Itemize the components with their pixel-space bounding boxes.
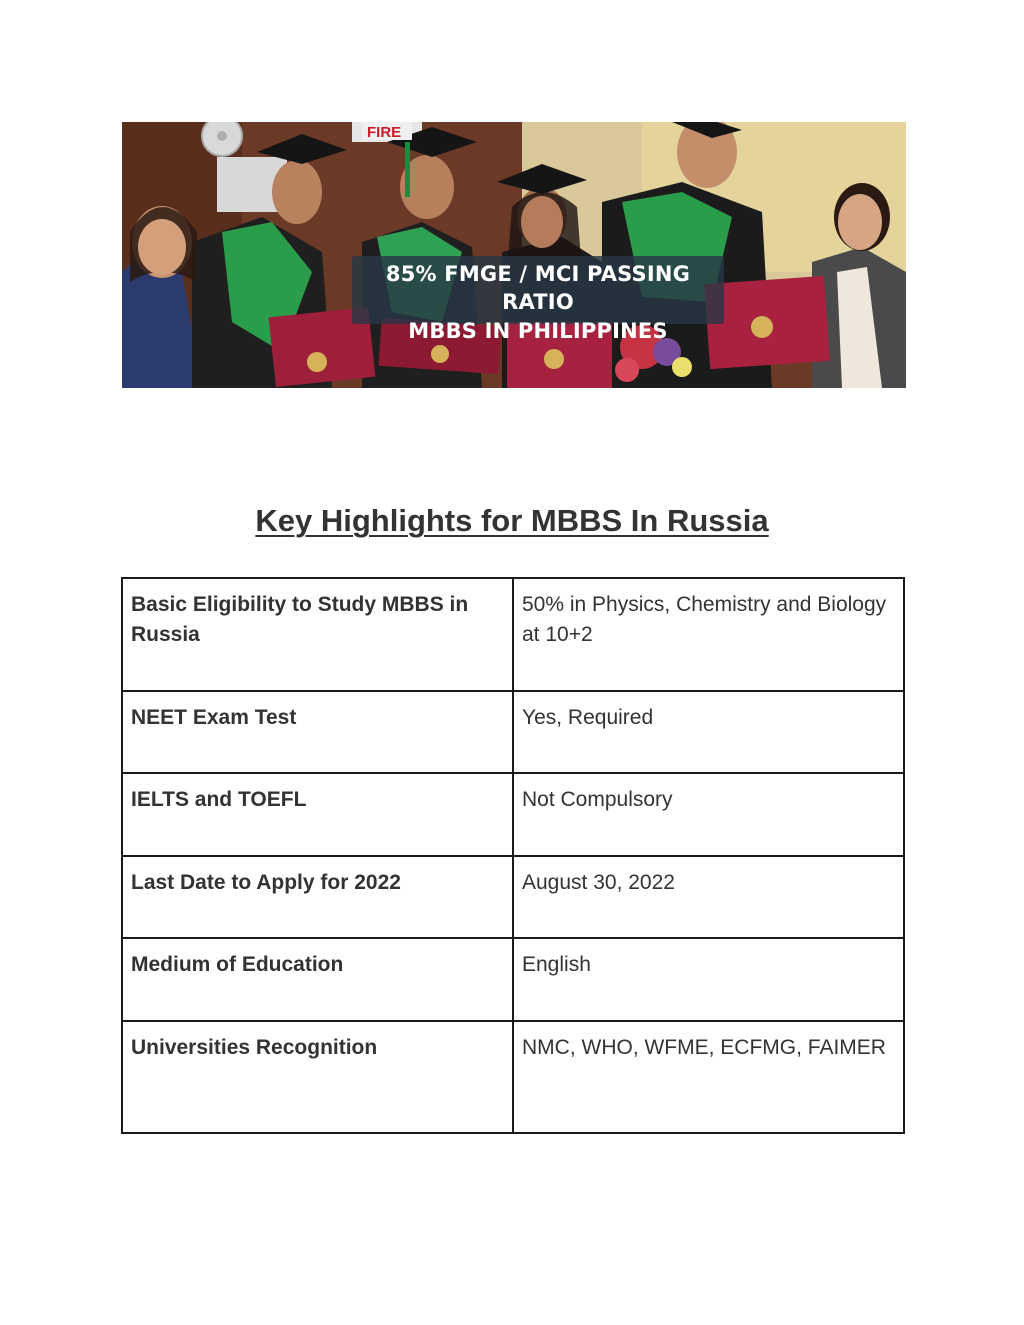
table-row [122, 1021, 904, 1133]
row-value: 50% in Physics, Chemistry and Biology at 10+2 [513, 578, 904, 691]
page-heading: Key Highlights for MBBS In Russia [255, 503, 769, 538]
row-key: NEET Exam Test [122, 691, 513, 773]
row-value: Yes, Required [513, 691, 904, 773]
table-row [122, 691, 904, 773]
row-key: Universities Recognition [122, 1021, 513, 1133]
row-key: Basic Eligibility to Study MBBS in Russia [122, 578, 513, 691]
fire-sign-text: FIRE [367, 124, 402, 141]
banner-caption-line1: 85% FMGE / MCI PASSING RATIO [385, 262, 691, 314]
row-value: August 30, 2022 [513, 856, 904, 938]
table-row [122, 856, 904, 938]
row-value: Not Compulsory [513, 773, 904, 856]
highlights-table [121, 577, 905, 1134]
table-row [122, 773, 904, 856]
row-value: English [513, 938, 904, 1021]
banner-caption-line2: MBBS IN PHILIPPINES [408, 319, 668, 343]
row-key: IELTS and TOEFL [122, 773, 513, 856]
table-row [122, 578, 904, 691]
graduation-photo-banner [122, 122, 906, 388]
table-row [122, 938, 904, 1021]
graduation-photo [122, 122, 906, 388]
row-value: NMC, WHO, WFME, ECFMG, FAIMER [513, 1021, 904, 1133]
banner-caption [352, 256, 724, 343]
row-key: Last Date to Apply for 2022 [122, 856, 513, 938]
row-key: Medium of Education [122, 938, 513, 1021]
